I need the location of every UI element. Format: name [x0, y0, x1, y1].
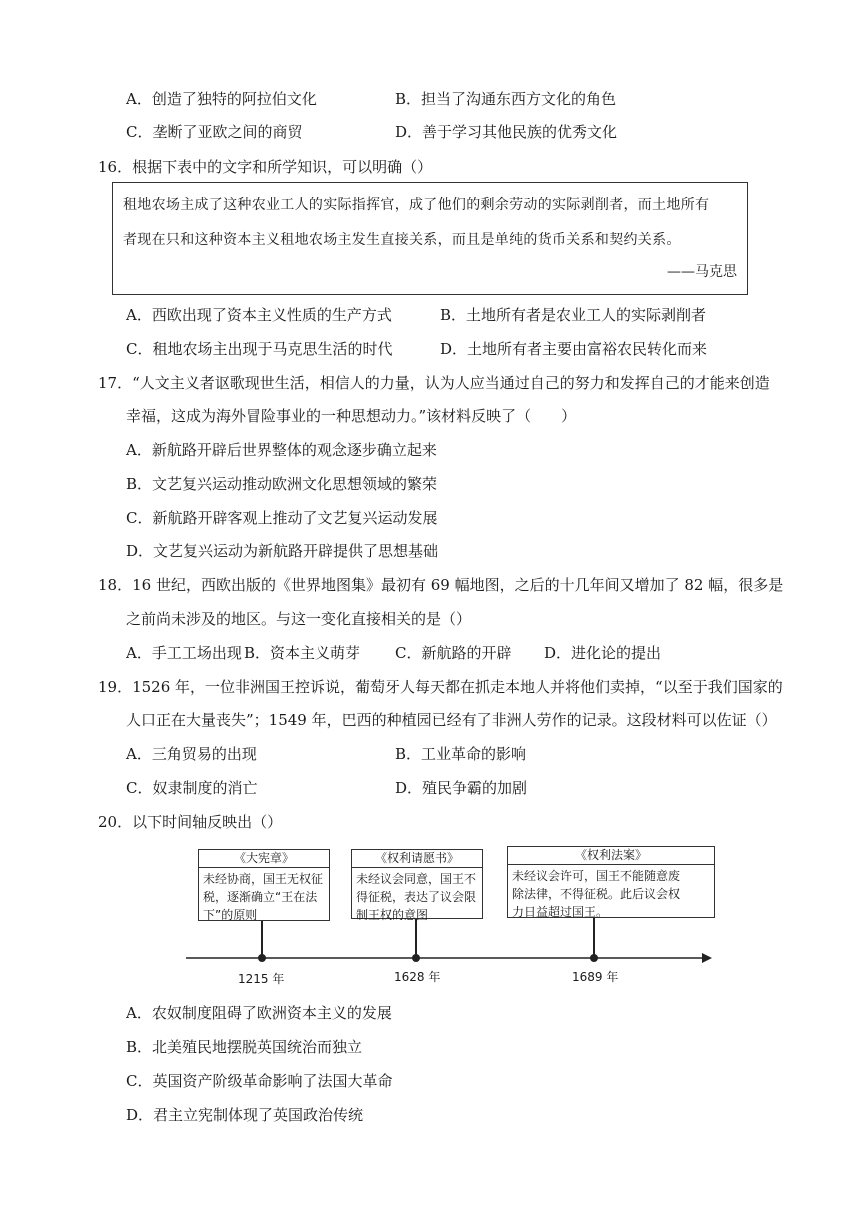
q15-option-a: A．创造了独特的阿拉伯文化: [126, 90, 317, 108]
timeline-box-magna-carta: [198, 849, 330, 921]
timeline-axis-arrow: [702, 953, 712, 963]
timeline-box-body: 未经议会同意，国王不 得征税，表达了议会限 制王权的意图: [356, 872, 477, 922]
q16-option-b: B．土地所有者是农业工人的实际剥削者: [440, 306, 707, 324]
q16-option-a: A．西欧出现了资本主义性质的生产方式: [126, 306, 392, 324]
timeline-box-title: 《权利请愿书》: [352, 850, 482, 868]
q15-option-c: C．垄断了亚欧之间的商贸: [126, 123, 303, 141]
q17-stem-line-2: 幸福，这成为海外冒险事业的一种思想动力。”该材料反映了（ ）: [126, 407, 577, 425]
q19-option-a: A．三角贸易的出现: [126, 745, 257, 763]
q16-quote-source: ——马克思: [667, 264, 737, 280]
q16-option-d: D．土地所有者主要由富裕农民转化而来: [440, 340, 708, 358]
q16-quote-line-2: 者现在只和这种资本主义租地农场主发生直接关系，而且是单纯的货币关系和契约关系。: [123, 232, 681, 248]
q16-option-c: C．租地农场主出现于马克思生活的时代: [126, 340, 393, 358]
q15-option-d: D．善于学习其他民族的优秀文化: [395, 123, 618, 141]
q18-stem-line-1: 18．16 世纪，西欧出版的《世界地图集》最初有 69 幅地图，之后的十几年间又增加了 82 幅，很多是: [98, 576, 784, 594]
q18-option-c: C．新航路的开辟: [395, 644, 512, 662]
q20-option-a: A．农奴制度阻碍了欧洲资本主义的发展: [126, 1004, 392, 1022]
q17-option-a: A．新航路开辟后世界整体的观念逐步确立起来: [126, 441, 437, 459]
q20-option-c: C．英国资产阶级革命影响了法国大革命: [126, 1072, 393, 1090]
timeline-box-body: 未经议会许可，国王不能随意废 除法律，不得征税。此后议会权 力日益超过国王。: [512, 869, 681, 919]
q20-option-d: D．君主立宪制体现了英国政治传统: [126, 1106, 364, 1124]
timeline-year-1628: 1628 年: [394, 970, 441, 984]
q19-option-c: C．奴隶制度的消亡: [126, 779, 258, 797]
q16-stem: 16．根据下表中的文字和所学知识，可以明确（）: [98, 158, 433, 176]
q18-option-a: A．手工工场出现: [126, 644, 242, 662]
q18-stem-line-2: 之前尚未涉及的地区。与这一变化直接相关的是（）: [126, 610, 472, 628]
timeline-dot-1628: [412, 954, 420, 962]
timeline-box-bill-of-rights: [507, 846, 715, 918]
timeline-box-body: 未经协商，国王无权征 税，逐渐确立“王在法 下”的原则: [203, 872, 324, 922]
q17-option-d: D．文艺复兴运动为新航路开辟提供了思想基础: [126, 542, 439, 560]
q15-option-b: B．担当了沟通东西方文化的角色: [395, 90, 617, 108]
timeline-box-title: 《权利法案》: [508, 847, 714, 865]
q19-stem-line-1: 19．1526 年，一位非洲国王控诉说，葡萄牙人每天都在抓走本地人并将他们卖掉，“以至于我们国家的: [98, 678, 783, 696]
q20-stem: 20．以下时间轴反映出（）: [98, 813, 283, 831]
timeline-year-1689: 1689 年: [572, 970, 619, 984]
q19-stem-line-2: 人口正在大量丧失”；1549 年，巴西的种植园已经有了非洲人劳作的记录。这段材料可以佐证（）: [126, 711, 777, 729]
timeline-dot-1215: [258, 954, 266, 962]
q18-option-b: B．资本主义萌芽: [244, 644, 361, 662]
q17-option-c: C．新航路开辟客观上推动了文艺复兴运动发展: [126, 509, 438, 527]
timeline-box-title: 《大宪章》: [199, 850, 329, 868]
timeline-dot-1689: [590, 954, 598, 962]
q16-quote-line-1: 租地农场主成了这种农业工人的实际指挥官，成了他们的剩余劳动的实际剥削者，而土地所有: [123, 197, 710, 213]
q20-option-b: B．北美殖民地摆脱英国统治而独立: [126, 1038, 363, 1056]
q17-option-b: B．文艺复兴运动推动欧洲文化思想领域的繁荣: [126, 475, 438, 493]
timeline-box-petition-of-right: [351, 849, 483, 922]
q19-option-b: B．工业革命的影响: [395, 745, 527, 763]
q17-stem-line-1: 17．“人文主义者讴歌现世生活，相信人的力量，认为人应当通过自己的努力和发挥自己的才能来创造: [98, 374, 770, 392]
timeline-year-1215: 1215 年: [238, 972, 285, 986]
q18-option-d: D．进化论的提出: [544, 644, 662, 662]
q19-option-d: D．殖民争霸的加剧: [395, 779, 528, 797]
